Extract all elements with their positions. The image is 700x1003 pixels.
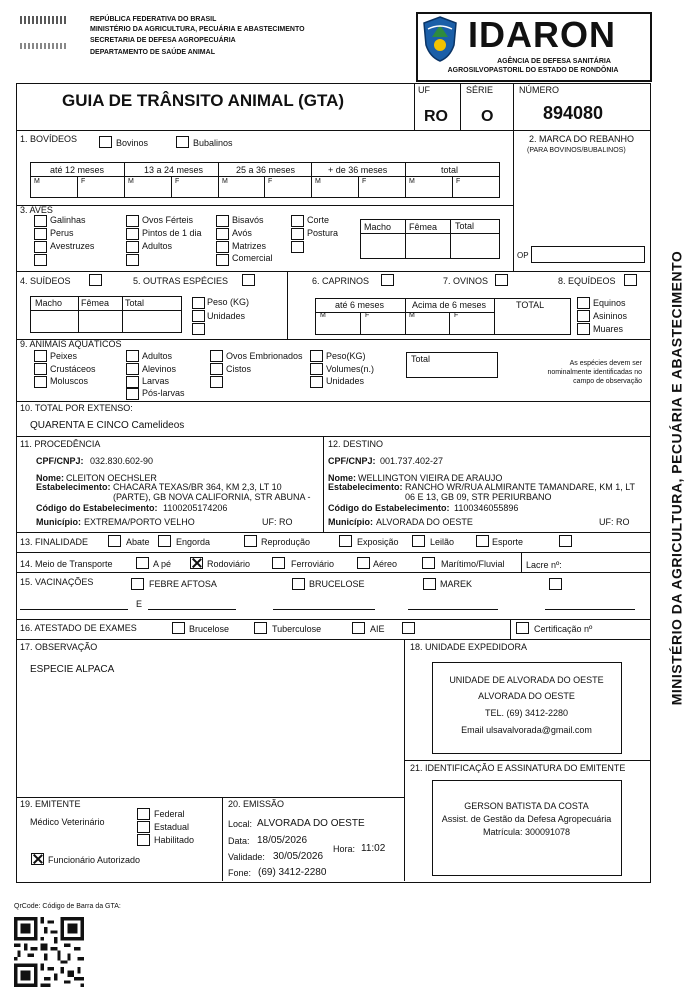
qr-label: QrCode: Código de Barra da GTA:: [14, 903, 121, 910]
bov-col-2: 13 a 24 meses: [144, 165, 204, 175]
perus-label: Perus: [50, 228, 74, 238]
s2-label: 2. MARCA DO REBANHO: [529, 134, 635, 144]
uf-label: UF: [418, 85, 430, 95]
s2-sub: (PARA BOVINOS/BUBALINOS): [527, 147, 626, 154]
certificacao-label: Certificação nº: [534, 624, 593, 634]
qr-code-icon: [14, 916, 84, 988]
s18-line-4: Email ulsavalvorada@gmail.com: [461, 725, 592, 735]
vacina-field-1[interactable]: [20, 609, 128, 610]
bisavos-checkbox[interactable]: [216, 215, 229, 227]
cistos-label: Cistos: [226, 364, 252, 374]
asininos-checkbox[interactable]: [577, 310, 590, 322]
op-label: OP: [517, 251, 529, 260]
serie-label: SÉRIE: [466, 85, 494, 95]
bov-col-3: 25 a 36 meses: [236, 165, 296, 175]
aves-total: Total: [455, 221, 475, 231]
corte-checkbox[interactable]: [291, 215, 304, 227]
s11-nome: CLEITON OECHSLER: [66, 473, 157, 483]
bov-m-4: M: [315, 178, 321, 185]
fone-value: (69) 3412-2280: [258, 867, 327, 878]
ovinos-checkbox[interactable]: [495, 274, 508, 286]
pintos-label: Pintos de 1 dia: [142, 228, 202, 238]
s16-label: 16. ATESTADO DE EXAMES: [20, 623, 137, 633]
alevinos-checkbox[interactable]: [126, 363, 139, 375]
poslarvas-checkbox[interactable]: [126, 388, 139, 400]
s18-line-3: TEL. (69) 3412-2280: [484, 708, 569, 718]
exame-extra-checkbox[interactable]: [402, 622, 415, 634]
bubalinos-checkbox[interactable]: [176, 136, 189, 148]
perus-checkbox[interactable]: [34, 228, 47, 240]
s4-label: 4. SUÍDEOS: [20, 276, 71, 286]
peso-kg-label: Peso (KG): [207, 297, 250, 307]
abate-checkbox[interactable]: [108, 535, 121, 547]
uf-value: RO: [424, 108, 448, 125]
bisavos-label: Bisavós: [232, 215, 264, 225]
exame-aie-label: AIE: [370, 624, 385, 634]
avestruzes-checkbox[interactable]: [34, 241, 47, 253]
s11-mun-label: Município:: [36, 517, 81, 527]
cistos-checkbox[interactable]: [210, 363, 223, 375]
header-line-2: MINISTÉRIO DA AGRICULTURA, PECUÁRIA E ABASTECIMENTO: [90, 26, 305, 33]
peixes-checkbox[interactable]: [34, 350, 47, 362]
medico-veterinario-label: Médico Veterinário: [30, 817, 105, 827]
s14-label: 14. Meio de Transporte: [20, 559, 113, 569]
finalidade-2-checkbox[interactable]: [158, 535, 171, 547]
s11-cod-label: Código do Estabelecimento:: [36, 503, 158, 513]
muares-checkbox[interactable]: [577, 323, 590, 335]
vacina-field-2[interactable]: [148, 609, 236, 610]
exame-tuberculose-label: Tuberculose: [272, 624, 322, 634]
bov-m-3: M: [222, 178, 228, 185]
local-value: ALVORADA DO OESTE: [257, 818, 365, 829]
s8-label: 8. EQUÍDEOS: [558, 276, 616, 286]
aq-peso-label: Peso(KG): [326, 351, 366, 361]
bov-f-1: F: [81, 178, 86, 185]
s3-label: 3. AVES: [20, 205, 53, 215]
s21-label: 21. IDENTIFICAÇÃO E ASSINATURA DO EMITENTE: [410, 763, 626, 773]
ovos-ferteis-checkbox[interactable]: [126, 215, 139, 227]
habilitado-label: Habilitado: [154, 835, 195, 845]
a-pe-label: A pé: [153, 559, 172, 569]
side-ministry-text: MINISTÉRIO DA AGRICULTURA, PECUÁRIA E ABASTECIMENTO: [668, 250, 685, 706]
hora-label: Hora:: [333, 844, 356, 854]
aves-adultos-label: Adultos: [142, 241, 173, 251]
exame-aie-checkbox[interactable]: [352, 622, 365, 634]
aquaticos-note-3: campo de observação: [573, 378, 642, 385]
s9-label: 9. ANIMAIS AQUÁTICOS: [20, 339, 122, 349]
caprinos-acima6: Acima de 6 meses: [412, 300, 487, 310]
s12-estab-2: 06 E 13, GB 09, STR PERIURBANO: [405, 492, 552, 502]
s12-estab-1: RANCHO WR/RUA ALMIRANTE TAMANDARE, KM 1, LT: [405, 482, 636, 492]
suideos-femea: Fêmea: [81, 298, 110, 308]
pintos-checkbox[interactable]: [126, 228, 139, 240]
s18-line-1: UNIDADE DE ALVORADA DO OESTE: [449, 675, 604, 685]
s18-line-2: ALVORADA DO OESTE: [478, 691, 575, 701]
galinhas-checkbox[interactable]: [34, 215, 47, 227]
s12-nome: WELLINGTON VIEIRA DE ARAUJO: [358, 473, 503, 483]
bov-f-4: F: [362, 178, 367, 185]
s12-estab-label: Estabelecimento:: [328, 482, 403, 492]
caprinos-total: TOTAL: [516, 300, 545, 310]
aquaticos-note-1: As espécies devem ser: [569, 360, 642, 367]
alevinos-label: Alevinos: [142, 364, 177, 374]
local-label: Local:: [228, 819, 253, 829]
s10-label: 10. TOTAL POR EXTENSO:: [20, 403, 133, 413]
aq-unidades-label: Unidades: [326, 376, 365, 386]
aq-extra-checkbox[interactable]: [210, 376, 223, 388]
numero-label: NÚMERO: [519, 85, 559, 95]
suideos-macho: Macho: [35, 298, 63, 308]
bov-col-4: + de 36 meses: [328, 165, 388, 175]
federal-checkbox[interactable]: [137, 808, 150, 820]
marek-label: MAREK: [440, 579, 473, 589]
crustaceos-checkbox[interactable]: [34, 363, 47, 375]
ovos-ferteis-label: Ovos Férteis: [142, 215, 194, 225]
a-pe-checkbox[interactable]: [136, 557, 149, 569]
s5-label: 5. OUTRAS ESPÉCIES: [133, 276, 229, 286]
aves-adultos-checkbox[interactable]: [126, 241, 139, 253]
s11-estab-2: (PARTE), GB NOVA CALIFORNIA, STR ABUNA -: [113, 492, 311, 502]
galinhas-label: Galinhas: [50, 215, 86, 225]
s19-label: 19. EMITENTE: [20, 799, 81, 809]
transporte-3-checkbox[interactable]: [272, 557, 285, 569]
estadual-checkbox[interactable]: [137, 821, 150, 833]
s21-line-3: Matrícula: 300091078: [482, 827, 571, 837]
finalidade-6-checkbox[interactable]: [476, 535, 489, 547]
avos-label: Avós: [232, 228, 252, 238]
federal-label: Federal: [154, 809, 185, 819]
aves-extra2-checkbox[interactable]: [126, 254, 139, 266]
vacina-field-4[interactable]: [408, 609, 498, 610]
vacina-field-3[interactable]: [273, 609, 375, 610]
aquaticos-total-label: Total: [411, 354, 431, 364]
vacina-e-label: E: [136, 599, 143, 609]
vacina-field-5[interactable]: [545, 609, 635, 610]
equinos-checkbox[interactable]: [577, 297, 590, 309]
s1-label: 1. BOVÍDEOS: [20, 134, 78, 144]
hora-value: 11:02: [361, 843, 386, 854]
aquaticos-note-2: nominalmente identificadas no: [547, 369, 642, 376]
larvas-checkbox[interactable]: [126, 376, 139, 388]
corte-label: Corte: [307, 215, 330, 225]
ferroviario-label: Ferroviário: [291, 559, 335, 569]
moluscos-checkbox[interactable]: [34, 376, 47, 388]
s21-line-2: Assist. de Gestão da Defesa Agropecuária: [441, 814, 612, 824]
larvas-label: Larvas: [142, 376, 170, 386]
s11-label: 11. PROCEDÊNCIA: [20, 439, 101, 449]
data-value: 18/05/2026: [257, 835, 308, 846]
finalidade-3-checkbox[interactable]: [244, 535, 257, 547]
s12-mun-label: Município:: [328, 517, 373, 527]
suideos-checkbox[interactable]: [89, 274, 102, 286]
s12-cod: 1100346055896: [454, 503, 519, 513]
header-smudge-top: [20, 16, 68, 24]
transporte-5-checkbox[interactable]: [422, 557, 435, 569]
s12-label: 12. DESTINO: [328, 439, 384, 449]
s11-cpf: 032.830.602-90: [90, 456, 154, 466]
rodoviario-checkbox[interactable]: [190, 557, 203, 569]
cap-m-2: M: [409, 312, 415, 319]
finalidade-4-checkbox[interactable]: [339, 535, 352, 547]
bov-f-5: F: [456, 178, 461, 185]
s11-estab-label: Estabelecimento:: [36, 482, 111, 492]
bov-col-1: até 12 meses: [50, 165, 105, 175]
exame-brucelose-label: Brucelose: [189, 624, 230, 634]
vacina-extra-checkbox[interactable]: [549, 578, 562, 590]
febre-aftosa-checkbox[interactable]: [131, 578, 144, 590]
poslarvas-label: Pós-larvas: [142, 388, 185, 398]
bov-col-5: total: [441, 165, 459, 175]
moluscos-label: Moluscos: [50, 376, 89, 386]
cap-f-2: F: [454, 312, 459, 319]
suideos-total: Total: [125, 298, 145, 308]
cap-f-1: F: [365, 312, 370, 319]
caprinos-ate6: até 6 meses: [335, 300, 385, 310]
reproducao-label: Reprodução: [261, 537, 311, 547]
ovos-embrionados-label: Ovos Embrionados: [226, 351, 303, 361]
lacre-label: Lacre nº:: [526, 560, 562, 570]
rodoviario-label: Rodoviário: [207, 559, 251, 569]
habilitado-checkbox[interactable]: [137, 834, 150, 846]
peixes-label: Peixes: [50, 351, 78, 361]
s11-uf: UF: RO: [262, 517, 293, 527]
s12-nome-label: Nome:: [328, 473, 357, 483]
maritimo-label: Marítimo/Fluvial: [441, 559, 505, 569]
cap-m-1: M: [320, 312, 326, 319]
bov-m-1: M: [34, 178, 40, 185]
s20-label: 20. EMISSÃO: [228, 799, 285, 809]
comercial-checkbox[interactable]: [216, 254, 229, 266]
s11-estab-1: CHACARA TEXAS/BR 364, KM 2,3, LT 10: [113, 482, 282, 492]
aves-extra3-checkbox[interactable]: [291, 241, 304, 253]
brucelose-vac-checkbox[interactable]: [292, 578, 305, 590]
idaron-logo-icon: [420, 15, 460, 63]
finalidade-7-checkbox[interactable]: [559, 535, 572, 547]
header-smudge-bottom: [20, 43, 68, 49]
s11-cpf-label: CPF/CNPJ:: [36, 456, 84, 466]
idaron-subtitle-2: AGROSILVOPASTORIL DO ESTADO DE RONDÔNIA: [447, 67, 619, 74]
asininos-label: Asininos: [593, 311, 628, 321]
avestruzes-label: Avestruzes: [50, 241, 95, 251]
aq-adultos-label: Adultos: [142, 351, 173, 361]
postura-checkbox[interactable]: [291, 228, 304, 240]
data-label: Data:: [228, 836, 250, 846]
bovinos-checkbox[interactable]: [99, 136, 112, 148]
peso-kg-checkbox[interactable]: [192, 297, 205, 309]
s21-line-1: GERSON BATISTA DA COSTA: [464, 801, 589, 811]
s11-cod: 1100205174206: [163, 503, 228, 513]
equideos-checkbox[interactable]: [624, 274, 637, 286]
aereo-label: Aéreo: [373, 559, 398, 569]
volumes-label: Volumes(n.): [326, 364, 375, 374]
aq-adultos-checkbox[interactable]: [126, 350, 139, 362]
comercial-label: Comercial: [232, 253, 273, 263]
s6-label: 6. CAPRINOS: [312, 276, 370, 286]
bovinos-label: Bovinos: [116, 138, 149, 148]
avos-checkbox[interactable]: [216, 228, 229, 240]
s15-label: 15. VACINAÇÕES: [20, 577, 94, 587]
aq-unidades-checkbox[interactable]: [310, 376, 323, 388]
outras-especies-checkbox[interactable]: [242, 274, 255, 286]
aves-extra-checkbox[interactable]: [34, 254, 47, 266]
abate-label: Abate: [126, 537, 150, 547]
header-line-3: SECRETARIA DE DEFESA AGROPECUÁRIA: [90, 37, 236, 44]
bov-m-5: M: [409, 178, 415, 185]
unidades-checkbox[interactable]: [192, 310, 205, 322]
equinos-label: Equinos: [593, 298, 626, 308]
header-line-4: DEPARTAMENTO DE SAÚDE ANIMAL: [90, 49, 215, 56]
idaron-subtitle-1: AGÊNCIA DE DEFESA SANITÁRIA: [497, 58, 611, 65]
bubalinos-label: Bubalinos: [193, 138, 233, 148]
s11-nome-label: Nome:: [36, 473, 65, 483]
s7-label: 7. OVINOS: [443, 276, 489, 286]
s17-label: 17. OBSERVAÇÃO: [20, 642, 98, 652]
bov-m-2: M: [128, 178, 134, 185]
matrizes-checkbox[interactable]: [216, 241, 229, 253]
muares-label: Muares: [593, 324, 624, 334]
aves-macho: Macho: [364, 222, 392, 232]
aq-peso-checkbox[interactable]: [310, 350, 323, 362]
engorda-label: Engorda: [176, 537, 211, 547]
s5-extra-checkbox[interactable]: [192, 323, 205, 335]
s12-uf: UF: RO: [599, 517, 630, 527]
exame-tuberculose-checkbox[interactable]: [254, 622, 267, 634]
estadual-label: Estadual: [154, 822, 190, 832]
s10-value: QUARENTA E CINCO Camelideos: [30, 420, 185, 431]
funcionario-autorizado-checkbox[interactable]: [31, 853, 44, 865]
caprinos-checkbox[interactable]: [381, 274, 394, 286]
funcionario-autorizado-label: Funcionário Autorizado: [48, 855, 141, 865]
postura-label: Postura: [307, 228, 339, 238]
s12-cpf-label: CPF/CNPJ:: [328, 456, 376, 466]
s17-value: ESPECIE ALPACA: [30, 664, 115, 675]
febre-aftosa-label: FEBRE AFTOSA: [149, 579, 217, 589]
marek-checkbox[interactable]: [423, 578, 436, 590]
ovos-embrionados-checkbox[interactable]: [210, 350, 223, 362]
serie-value: O: [481, 108, 494, 125]
fone-label: Fone:: [228, 868, 252, 878]
form-title: GUIA DE TRÂNSITO ANIMAL (GTA): [62, 91, 345, 110]
crustaceos-label: Crustáceos: [50, 364, 96, 374]
esporte-label: Esporte: [492, 537, 524, 547]
validade-value: 30/05/2026: [273, 851, 324, 862]
s12-mun: ALVORADA DO OESTE: [376, 517, 473, 527]
s12-cpf: 001.737.402-27: [380, 456, 444, 466]
s11-mun: EXTREMA/PORTO VELHO: [84, 517, 195, 527]
s18-label: 18. UNIDADE EXPEDIDORA: [410, 642, 528, 652]
exposicao-label: Exposição: [357, 537, 399, 547]
finalidade-5-checkbox[interactable]: [412, 535, 425, 547]
bov-f-2: F: [175, 178, 180, 185]
validade-label: Validade:: [228, 852, 265, 862]
exame-brucelose-checkbox[interactable]: [172, 622, 185, 634]
s12-cod-label: Código do Estabelecimento:: [328, 503, 450, 513]
s13-label: 13. FINALIDADE: [20, 537, 89, 547]
op-field[interactable]: [531, 246, 645, 263]
idaron-title: IDARON: [468, 14, 616, 55]
unidades-label: Unidades: [207, 311, 246, 321]
transporte-4-checkbox[interactable]: [357, 557, 370, 569]
aves-femea: Fêmea: [409, 222, 438, 232]
header-line-1: REPÚBLICA FEDERATIVA DO BRASIL: [90, 16, 217, 23]
leilao-label: Leilão: [430, 537, 455, 547]
brucelose-vac-label: BRUCELOSE: [309, 579, 365, 589]
certificacao-checkbox[interactable]: [516, 622, 529, 634]
numero-value: 894080: [543, 103, 604, 123]
bov-f-3: F: [268, 178, 273, 185]
matrizes-label: Matrizes: [232, 241, 267, 251]
volumes-checkbox[interactable]: [310, 363, 323, 375]
